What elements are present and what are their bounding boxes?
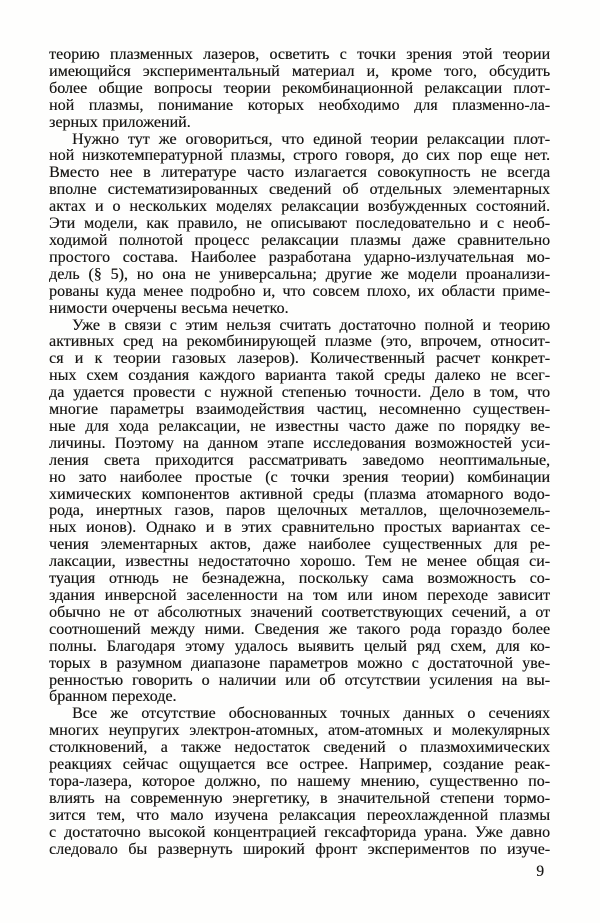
text-line: рода, инертных газов, паров щелочных металлов, щелочноземель- [49, 502, 550, 520]
paragraph-3 [49, 318, 550, 707]
text-line: чения элементарных актов, даже наиболее существенных для ре- [49, 536, 550, 554]
text-line: с достаточно высокой концентрацией гексафторида урана. Уже давно [49, 823, 550, 841]
text-line: ные для хода релаксации, не известны часто даже по порядку ве- [49, 417, 550, 435]
text-line: Уже в связи с этим нельзя считать достаточно полной и теорию [72, 316, 550, 334]
paragraph-continuation [49, 47, 550, 132]
page-number: 9 [536, 863, 544, 880]
text-line: столкновений, а также недостаток сведений о плазмохимических [49, 739, 550, 757]
text-line: следовало бы развернуть широкий фронт экспериментов по изуче- [49, 840, 550, 858]
text-line: Вместо нее в литературе часто излагается совокупность не всегда [49, 164, 550, 182]
text-line: зерных приложений. [49, 113, 191, 131]
text-line: реакциях сейчас ощущается все острее. Например, создание реак- [49, 756, 550, 774]
text-line: Эти модели, как правило, не описывают последовательно и с необ- [49, 215, 550, 233]
text-line: обычно не от абсолютных значений соответствующих сечений, а от [49, 603, 550, 621]
text-line: бранном переходе. [49, 688, 177, 706]
text-line: многие параметры взаимодействия частиц, несомненно существен- [49, 401, 550, 419]
text-line: вполне систематизированных сведений об отдельных элементарных [49, 181, 550, 199]
text-line: тора-лазера, которое должно, по нашему мнению, существенно по- [49, 772, 550, 790]
text-line: ся и к теории газовых лазеров). Количественный расчет конкрет- [49, 350, 550, 368]
text-line: нимости очерчены весьма нечетко. [49, 299, 289, 317]
text-line: но зато наиболее простые (с точки зрения теории) комбинации [49, 468, 550, 486]
text-line: туация отнюдь не безнадежна, поскольку сама возможность со- [49, 570, 550, 588]
text-line: более общие вопросы теории рекомбинационной релаксации плот- [49, 79, 550, 97]
paragraph-2 [49, 132, 550, 318]
text-line: личины. Поэтому на данном этапе исследования возможностей уси- [49, 434, 550, 452]
text-line: имеющийся экспериментальный материал и, кроме того, обсудить [49, 62, 550, 80]
text-line: соотношений между ними. Сведения же такого рода гораздо более [49, 620, 550, 638]
text-line: влиять на современную энергетику, в значительной степени тормо- [49, 789, 550, 807]
text-line: актах и о нескольких моделях релаксации возбужденных состояний. [49, 198, 550, 216]
text-line: теорию плазменных лазеров, осветить с точки зрения этой теории [49, 46, 550, 63]
text-line: ренностью говорить о наличии или об отсутствии усиления на вы- [49, 671, 550, 689]
page-text-block [49, 47, 550, 859]
text-line: ной плазмы, понимание которых необходимо для плазменно-ла- [49, 96, 550, 114]
text-line: торых в разумном диапазоне параметров можно с достаточной уве- [49, 654, 550, 672]
text-line: рованы куда менее подробно и, что совсем плохо, их области приме- [49, 282, 550, 300]
text-line: ных схем создания каждого варианта такой среды далеко не всег- [49, 367, 550, 385]
text-line: здания инверсной заселенности на том или ином переходе зависит [49, 587, 550, 604]
text-line: химических компонентов активной среды (плазма атомарного водо- [49, 485, 550, 503]
text-line: лаксации, известны недостаточно хорошо. Тем не менее общая си- [49, 553, 550, 571]
text-line: Все же отсутствие обоснованных точных данных о сечениях [72, 705, 550, 723]
text-line: активных сред на рекомбинирующей плазме (это, впрочем, относит- [49, 333, 550, 351]
text-line: ной низкотемпературной плазмы, строго говоря, до сих пор еще нет. [49, 147, 550, 165]
text-line: Нужно тут же оговориться, что единой теории релаксации плот- [72, 130, 550, 148]
text-line: ных ионов). Однако и в этих сравнительно простых вариантах се- [49, 519, 550, 537]
text-line: зится тем, что мало изучена релаксация переохлажденной плазмы [49, 806, 550, 824]
text-line: ления света приходится рассматривать заведомо неоптимальные, [49, 451, 550, 469]
text-line: простого состава. Наиболее разработана ударно-излучательная мо- [49, 248, 550, 266]
text-line: ходимой полнотой процесс релаксации плазмы даже сравнительно [49, 231, 550, 249]
paragraph-4 [49, 706, 550, 858]
text-line: многих неупругих электрон-атомных, атом-атомных и молекулярных [49, 722, 550, 740]
text-line: полны. Благодаря этому удалось выявить целый ряд схем, для ко- [49, 637, 550, 655]
text-line: дель (§ 5), но она не универсальна; другие же модели проанализи- [49, 265, 550, 283]
text-line: да удается провести с нужной степенью точности. Дело в том, что [49, 384, 550, 402]
